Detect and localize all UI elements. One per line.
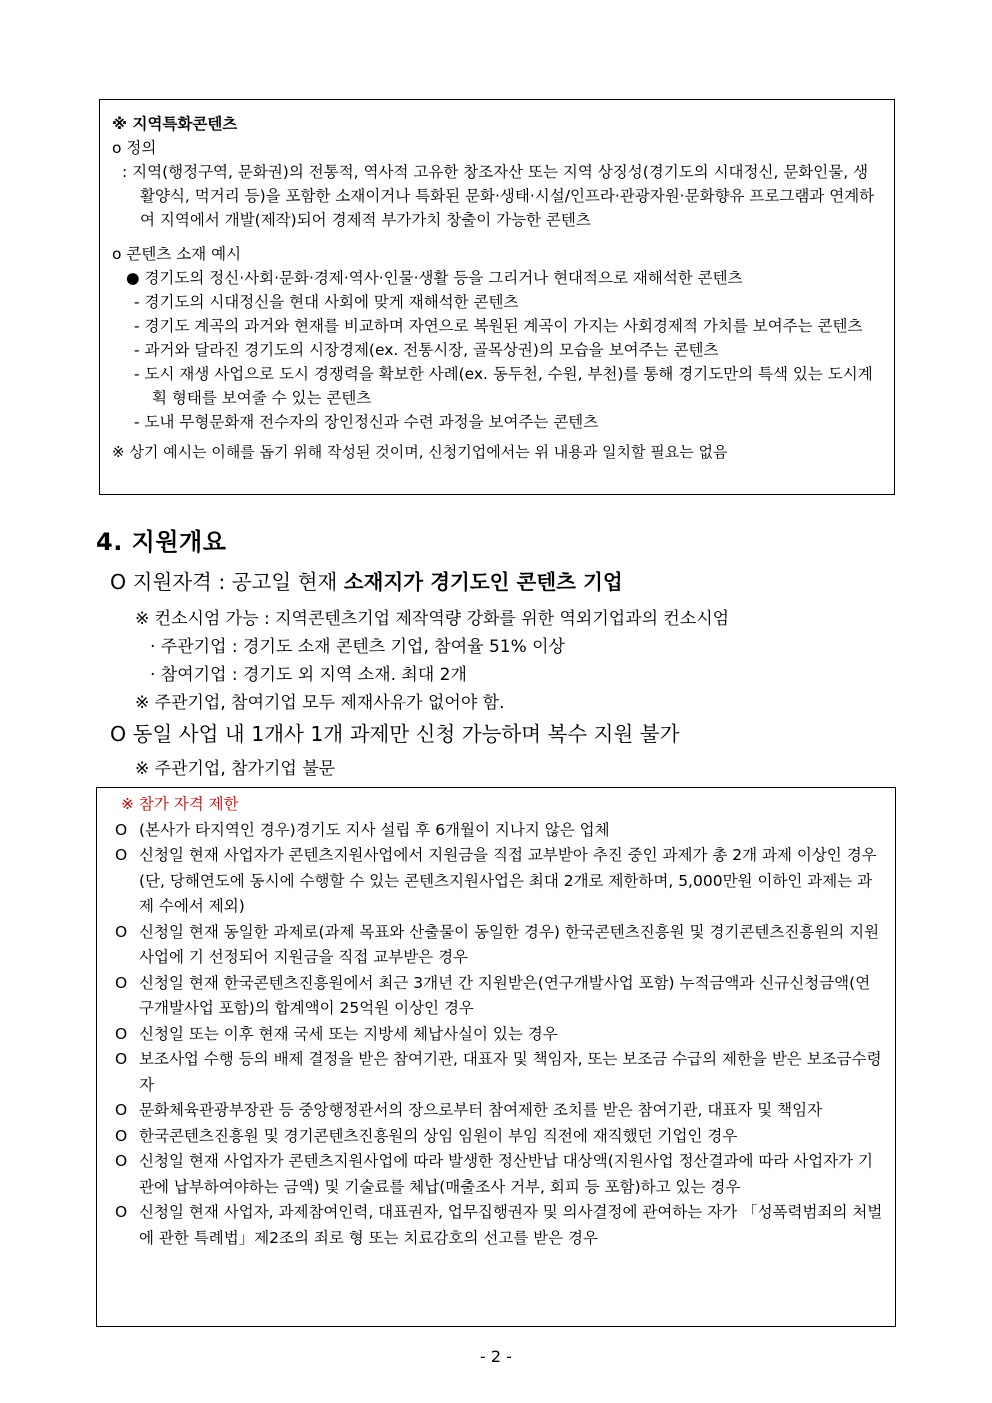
regional-content-title: ※ 지역특화콘텐츠 [112, 115, 238, 133]
eligibility-prefix: O 지원자격 : 공고일 현재 [110, 570, 344, 594]
restriction-item: O 보조사업 수행 등의 배제 결정을 받은 참여기관, 대표자 및 책임자, 또는 보조금 수급의 제한을 받은 보조금수령자 [115, 1047, 883, 1098]
examples-note: ※ 상기 예시는 이해를 돕기 위해 작성된 것이며, 신청기업에서는 위 내용과 일치할 필요는 없음 [112, 443, 728, 461]
consortium-note: ※ 컨소시엄 가능 : 지역콘텐츠기업 제작역량 강화를 위한 역외기업과의 컨소시엄 [135, 609, 730, 629]
restriction-item: O 신청일 현재 사업자가 콘텐츠지원사업에 따라 발생한 정산반납 대상액(지원사업 정산결과에 따라 사업자가 기관에 납부하여야하는 금액) 및 기술료를 체납(매출조사 거부, 회피 등 포함)하고 있는 경우 [115, 1149, 883, 1200]
lead-company: · 주관기업 : 경기도 소재 콘텐츠 기업, 참여율 51% 이상 [150, 637, 565, 657]
section-title: 4. 지원개요 [96, 528, 227, 556]
restriction-bullet: O [115, 1126, 128, 1145]
restriction-bullet: O [115, 820, 128, 839]
restriction-item: O 한국콘텐츠진흥원 및 경기콘텐츠진흥원의 상임 임원이 부임 직전에 재직했던 기업인 경우 [115, 1124, 883, 1150]
definition-heading: o 정의 [112, 139, 157, 157]
restriction-bullet: O [115, 846, 128, 864]
examples-heading: o 콘텐츠 소재 예시 [112, 245, 242, 263]
restriction-item: O 신청일 현재 동일한 과제로(과제 목표와 산출물이 동일한 경우) 한국콘텐츠진흥원 및 경기콘텐츠진흥원의 지원사업에 기 선정되어 지원금을 직접 교부받은 경우 [115, 920, 883, 971]
restriction-item: O (본사가 타지역인 경우)경기도 지사 설립 후 6개월이 지나지 않은 업체 [115, 818, 883, 844]
example-item: - 도내 무형문화재 전수자의 장인정신과 수련 과정을 보여주는 콘텐츠 [134, 413, 599, 431]
partner-company: · 참여기업 : 경기도 외 지역 소재. 최대 2개 [150, 665, 467, 685]
eligibility-highlight: 소재지가 경기도인 콘텐츠 기업 [343, 570, 623, 594]
example-item: - 도시 재생 사업으로 도시 경쟁력을 확보한 사례(ex. 동두천, 수원, 부천)를 통해 경기도만의 특색 있는 도시계획 형태를 보여줄 수 있는 콘텐츠 [134, 365, 873, 407]
regional-content-box [99, 99, 895, 495]
restriction-bullet: O [115, 922, 128, 941]
restriction-bullet: O [115, 1101, 128, 1119]
restriction-bullet: O [115, 1050, 128, 1068]
restriction-box [96, 787, 896, 1327]
single-application-note: ※ 주관기업, 참가기업 불문 [135, 759, 336, 779]
example-item: - 과거와 달라진 경기도의 시장경제(ex. 전통시장, 골목상권)의 모습을 보여주는 콘텐츠 [134, 341, 719, 359]
restriction-item: O 신청일 현재 사업자가 콘텐츠지원사업에서 지원금을 직접 교부받아 추진 중인 과제가 총 2개 과제 이상인 경우 (단, 당해연도에 동시에 수행할 수 있는 콘텐츠지원사업은 최대 2개로 제한하며, 5,000만원 이하인 과제는 과제 수에서 제외) [115, 843, 883, 920]
definition-text: : 지역(행정구역, 문화권)의 전통적, 역사적 고유한 창조자산 또는 지역 상징성(경기도의 시대정신, 문화인물, 생활양식, 먹거리 등)을 포함한 소재이거나 특화된 문화·생태·시설/인프라·관광자원·문화향유 프로그램과 연계하여 지역에서 개발(제작)되어 경제적 부가가치 창출이 가능한 콘텐츠 [122, 163, 875, 229]
examples-bullet: ● 경기도의 정신·사회·문화·경제·역사·인물·생활 등을 그리거나 현대적으로 재해석한 콘텐츠 [126, 269, 743, 287]
restriction-item: O 문화체육관광부장관 등 중앙행정관서의 장으로부터 참여제한 조치를 받은 참여기관, 대표자 및 책임자 [115, 1098, 883, 1124]
restriction-item: O 신청일 현재 한국콘텐츠진흥원에서 최근 3개년 간 지원받은(연구개발사업 포함) 누적금액과 신규신청금액(연구개발사업 포함)의 합계액이 25억원 이상인 경우 [115, 971, 883, 1022]
restriction-bullet: O [115, 1024, 128, 1043]
restriction-bullet: O [115, 973, 128, 992]
example-item: - 경기도 계곡의 과거와 현재를 비교하며 자연으로 복원된 계곡이 가지는 사회경제적 가치를 보여주는 콘텐츠 [134, 317, 863, 335]
restriction-bullet: O [115, 1203, 128, 1221]
restriction-bullet: O [115, 1152, 128, 1170]
restriction-title: ※ 참가 자격 제한 [121, 795, 239, 813]
example-item: - 경기도의 시대정신을 현대 사회에 맞게 재해석한 콘텐츠 [134, 293, 519, 311]
single-application-line: O 동일 사업 내 1개사 1개 과제만 신청 가능하며 복수 지원 불가 [110, 722, 680, 746]
sanction-note: ※ 주관기업, 참여기업 모두 제재사유가 없어야 함. [135, 693, 505, 713]
restriction-item: O 신청일 또는 이후 현재 국세 또는 지방세 체납사실이 있는 경우 [115, 1022, 883, 1048]
eligibility-line [110, 567, 623, 597]
page-number: - 2 - [480, 1347, 512, 1366]
restriction-item: O 신청일 현재 사업자, 과제참여인력, 대표권자, 업무집행권자 및 의사결정에 관여하는 자가 「성폭력범죄의 처벌에 관한 특례법」제2조의 죄로 형 또는 치료감호의 선고를 받은 경우 [115, 1200, 883, 1251]
